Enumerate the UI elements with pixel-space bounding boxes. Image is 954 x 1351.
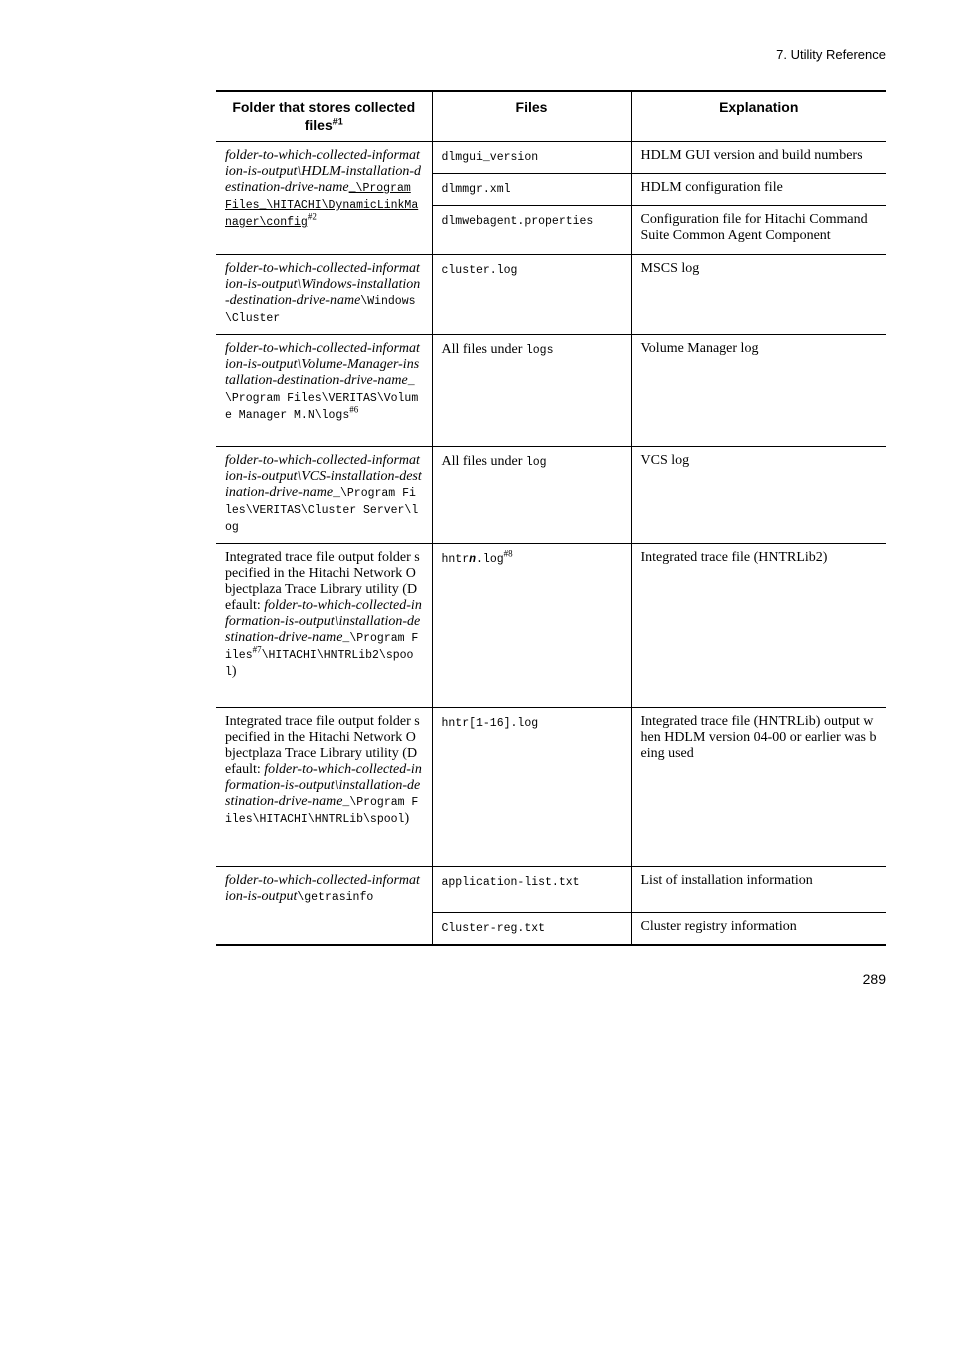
folder-cell: folder-to-which-collected-information-is-output\HDLM-installation-destination-drive-name_\Program Files_\HITACHI\DynamicLinkManager\config$^{\#2}$: [225, 148, 421, 229]
table-header-row: [216, 91, 886, 142]
folder-cell: Integrated trace file output folder specified in the Hitachi Network Objectplaza Trace Library utility (Default: folder-to-which-collected-information-is-output\installation-destination-drive-name_\Program Files\HITACHI\HNTRLib\spool): [225, 714, 422, 826]
explanation-cell: Cluster registry information: [631, 913, 886, 946]
folder-cell: folder-to-which-collected-information-is-output\Windows-installation-destination-drive-name\Windows\Cluster: [225, 261, 421, 325]
folder-cell: folder-to-which-collected-information-is-output\getrasinfo: [225, 873, 420, 904]
table-row: [216, 447, 886, 544]
collected-files-table: [216, 90, 886, 946]
table-row: [216, 867, 886, 913]
explanation-cell: List of installation information: [631, 867, 886, 913]
explanation-cell: Integrated trace file (HNTRLib) output when HDLM version 04-00 or earlier was being used: [631, 708, 886, 867]
file-cell: dlmwebagent.properties: [432, 206, 631, 255]
file-cell: $hntrn.\log^{\#8}$: [432, 544, 631, 708]
explanation-cell: HDLM GUI version and build numbers: [631, 142, 886, 174]
explanation-cell: HDLM configuration file: [631, 174, 886, 206]
table-row: [216, 708, 886, 867]
file-cell: All files under log: [432, 447, 631, 544]
page-number: 289: [862, 971, 886, 987]
table-row: [216, 255, 886, 335]
folder-cell: folder-to-which-collected-information-is-output\Volume-Manager-installation-destination-drive-name_\Program Files\VERITAS\Volume Manager M.N\logs$^{\#6}$: [225, 341, 420, 422]
file-cell: application-list.txt: [432, 867, 631, 913]
table-row: [216, 335, 886, 447]
file-cell: cluster.log: [432, 255, 631, 335]
table-row: [216, 544, 886, 708]
file-cell: dlmgui_version: [432, 142, 631, 174]
header-explanation: Explanation: [631, 91, 886, 142]
running-header: 7. Utility Reference: [776, 47, 886, 62]
explanation-cell: VCS log: [631, 447, 886, 544]
folder-cell: folder-to-which-collected-information-is-output\VCS-installation-destination-drive-name_\Program Files\VERITAS\Cluster Server\log: [225, 453, 422, 534]
file-cell: Cluster-reg.txt: [432, 913, 631, 946]
explanation-cell: Configuration file for Hitachi Command Suite Common Agent Component: [631, 206, 886, 255]
file-cell: hntr[1-16].log: [432, 708, 631, 867]
explanation-cell: MSCS log: [631, 255, 886, 335]
table-row: [216, 142, 886, 174]
file-cell: dlmmgr.xml: [432, 174, 631, 206]
file-cell: All files under logs: [432, 335, 631, 447]
explanation-cell: Integrated trace file (HNTRLib2): [631, 544, 886, 708]
footnote-ref: #1: [332, 116, 343, 127]
header-folder: Folder that stores collected files$^{\#1}$: [232, 99, 416, 133]
explanation-cell: Volume Manager log: [631, 335, 886, 447]
folder-cell: Integrated trace file output folder specified in the Hitachi Network Objectplaza Trace Library utility (Default: folder-to-which-collected-information-is-output\installation-destination-drive-name_\Program Files$^{\#7}$\HITACHI\HNTRLib2\spool): [225, 550, 422, 679]
header-files: Files: [432, 91, 631, 142]
